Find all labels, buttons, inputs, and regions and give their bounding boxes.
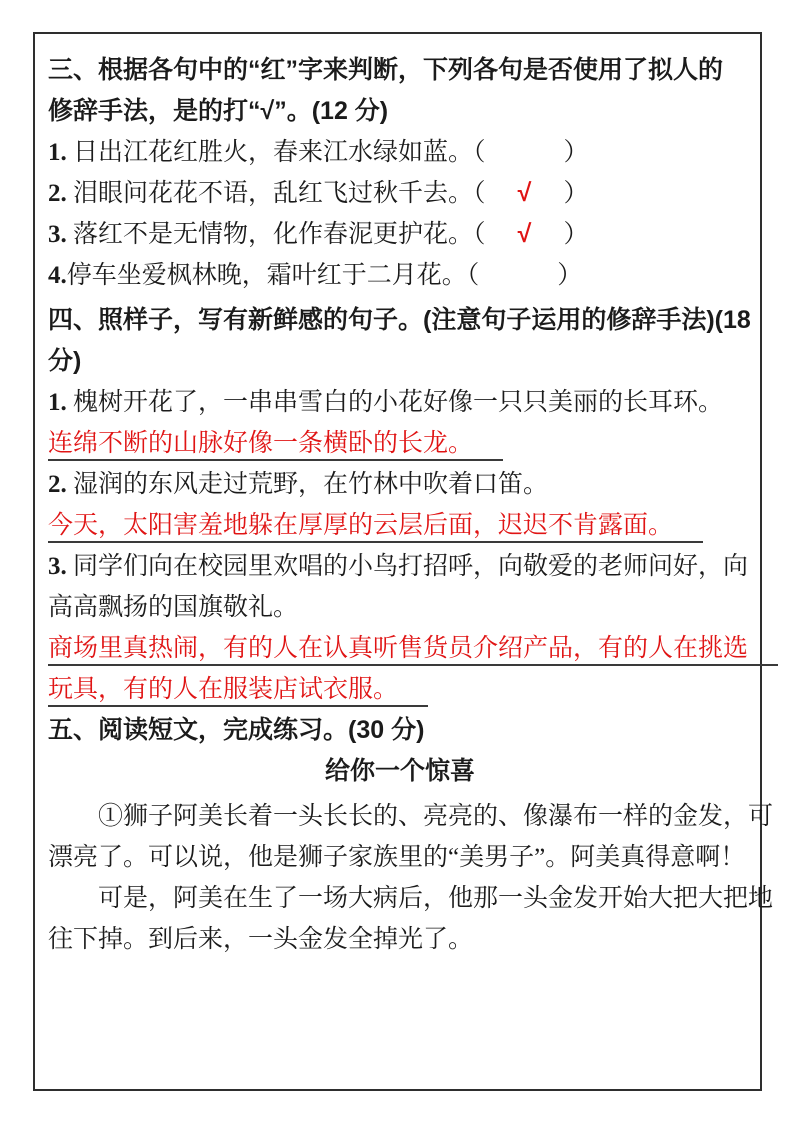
item-number: 3. — [48, 553, 73, 580]
passage-title: 给你一个惊喜 — [324, 757, 475, 785]
item-number: 2. — [48, 471, 73, 498]
section4-item-1-prompt — [48, 382, 752, 423]
section3-heading-line-2: 修辞手法，是的打“√”。(12 分) — [48, 97, 389, 125]
paren-close: ） — [563, 139, 589, 166]
item-sentence: 高高飘扬的国旗敬礼。 — [48, 594, 299, 621]
answer-checkmark: √ — [517, 220, 532, 248]
passage-paragraph2-line-2: 往下掉。到后来，一头金发全掉光了。 — [48, 926, 474, 953]
item-sentence: 湿润的东风走过荒野，在竹林中吹着口笛。 — [73, 471, 549, 498]
item-sentence: 槐树开花了，一串串雪白的小花好像一只只美丽的长耳环。 — [73, 389, 724, 416]
paren-open: （ — [473, 221, 486, 248]
student-answer-text: 玩具，有的人在服装店试衣服。 — [48, 676, 428, 707]
paren-open: （ — [466, 262, 480, 289]
section3-item-2 — [48, 173, 752, 214]
item-sentence: 落红不是无情物，化作春泥更护花。 — [73, 221, 474, 248]
item-number: 1. — [48, 139, 73, 166]
section3-item-4 — [48, 255, 752, 296]
section4-item-1-answer — [48, 423, 752, 464]
section5-heading: 五、阅读短文，完成练习。(30 分) — [48, 716, 425, 744]
passage-paragraph1-line-1: ①狮子阿美长着一头长长的、亮亮的、像瀑布一样的金发，可 — [98, 803, 774, 830]
paren-open: （ — [473, 139, 486, 166]
section4-heading-line-1: 四、照样子，写有新鲜感的句子。(注意句子运用的修辞手法)(18 — [48, 306, 751, 334]
item-sentence: 同学们向在校园里欢唱的小鸟打招呼，向敬爱的老师问好，向 — [73, 553, 749, 580]
section3-item-1 — [48, 132, 752, 173]
section4-item-3-prompt-line-1 — [48, 546, 752, 587]
paren-close: ） — [557, 262, 583, 289]
item-number: 1. — [48, 389, 73, 416]
worksheet-page-frame — [33, 32, 774, 1091]
student-answer-text: 今天，太阳害羞地躲在厚厚的云层后面，迟迟不肯露面。 — [48, 512, 703, 543]
passage-paragraph2-line-1: 可是，阿美在生了一场大病后，他那一头金发开始大把大把地 — [98, 885, 774, 912]
section4-item-3-answer-line-1 — [48, 628, 752, 669]
student-answer-text: 商场里真热闹，有的人在认真听售货员介绍产品，有的人在挑选 — [48, 635, 778, 666]
item-number: 4. — [48, 262, 67, 289]
item-number: 3. — [48, 221, 73, 248]
section4-item-2-prompt — [48, 464, 752, 505]
item-sentence: 日出江花红胜火，春来江水绿如蓝。 — [73, 139, 474, 166]
paren-close: ） — [563, 180, 589, 207]
item-sentence: 停车坐爱枫林晚，霜叶红于二月花。 — [66, 262, 467, 289]
paren-open: （ — [473, 180, 486, 207]
paren-close: ） — [563, 221, 589, 248]
section4-item-3-prompt-line-2 — [48, 587, 752, 628]
section4-heading-line-2: 分) — [48, 347, 82, 375]
section4-item-2-answer — [48, 505, 752, 546]
section4-item-3-answer-line-2 — [48, 669, 752, 710]
student-answer-text: 连绵不断的山脉好像一条横卧的长龙。 — [48, 430, 503, 461]
item-sentence: 泪眼问花花不语，乱红飞过秋千去。 — [73, 180, 474, 207]
answer-checkmark: √ — [517, 179, 532, 207]
section3-item-3 — [48, 214, 752, 255]
section3-heading-line-1: 三、根据各句中的“红”字来判断，下列各句是否使用了拟人的 — [48, 56, 724, 84]
item-number: 2. — [48, 180, 73, 207]
passage-paragraph1-line-2: 漂亮了。可以说，他是狮子家族里的“美男子”。阿美真得意啊！ — [48, 844, 746, 871]
